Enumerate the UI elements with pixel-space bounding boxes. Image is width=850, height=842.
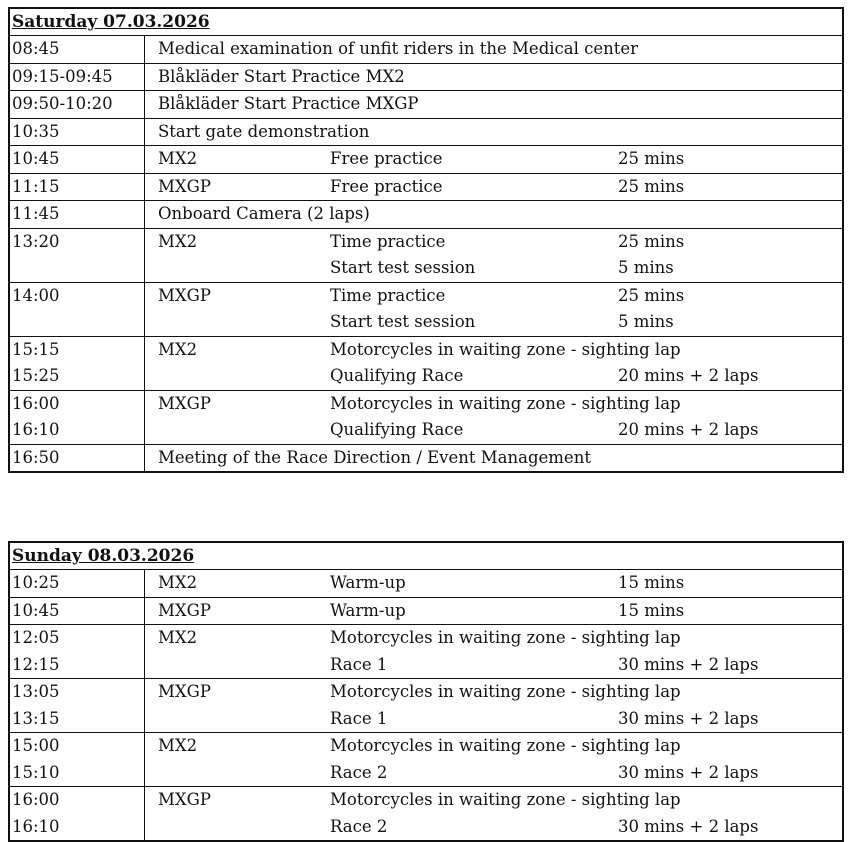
time-cell: 15:10 [10,760,145,787]
time-cell: 10:45 [10,598,145,625]
event-label-cell: Onboard Camera (2 laps) [158,204,370,223]
session-cell: Motorcycles in waiting zone - sighting lap [330,393,681,413]
duration-cell: 30 mins + 2 laps [618,654,759,674]
time-cell: 13:05 [10,679,145,706]
schedule-line [10,146,842,173]
schedule-line [10,309,842,336]
time-cell: 13:15 [10,706,145,733]
duration-cell: 25 mins [618,176,685,196]
time-cell: 10:35 [10,119,145,146]
schedule-entry [10,201,842,229]
schedule-line [10,174,842,201]
event-label-cell: Meeting of the Race Direction / Event Management [158,447,591,467]
class-cell: MX2 [158,231,198,251]
schedule-line [10,201,842,228]
time-cell: 15:25 [10,363,145,390]
duration-cell: 30 mins + 2 laps [618,708,759,728]
time-cell: 12:05 [10,625,145,652]
duration-cell: 25 mins [618,231,685,251]
session-cell: Motorcycles in waiting zone - sighting lap [330,790,681,809]
session-cell: Start test session [330,258,476,277]
schedule-line [10,363,842,390]
schedule-entry [10,119,842,147]
duration-cell: 25 mins [618,285,685,305]
event-label-cell: Blåkläder Start Practice MXGP [158,94,419,113]
schedule-line [10,625,842,652]
schedule-entry [10,625,842,679]
time-cell: 16:00 [10,391,145,418]
session-cell: Time practice [330,285,446,305]
schedule-line [10,36,842,63]
time-cell: 12:15 [10,652,145,679]
session-cell: Free practice [330,176,443,196]
class-cell: MXGP [158,790,211,809]
schedule-line [10,119,842,146]
class-cell: MXGP [158,393,211,413]
schedule-line [10,229,842,256]
session-cell: Qualifying Race [330,366,464,385]
session-cell: Start test session [330,312,476,331]
session-cell: Race 1 [330,708,388,728]
schedule-line [10,64,842,91]
schedule-entry [10,146,842,174]
schedule-entry [10,787,842,840]
schedule-line [10,255,842,282]
time-cell [10,309,145,336]
schedule-entry [10,679,842,733]
event-label-cell: Blåkläder Start Practice MX2 [158,66,405,86]
time-cell: 11:15 [10,174,145,201]
schedule-entry [10,337,842,391]
schedule-entry [10,174,842,202]
schedule-line [10,91,842,118]
time-cell: 10:25 [10,570,145,597]
schedule-entry [10,570,842,598]
class-cell: MXGP [158,285,211,305]
schedule-line [10,391,842,418]
duration-cell: 15 mins [618,573,685,592]
saturday-schedule-table [8,7,844,473]
schedule-line [10,598,842,625]
schedule-line [10,706,842,733]
schedule-line [10,570,842,597]
schedule-line [10,652,842,679]
schedule-entry [10,598,842,626]
time-cell: 15:15 [10,337,145,364]
schedule-entry [10,445,842,472]
saturday-date-heading: Saturday 07.03.2026 [10,9,842,36]
session-cell: Motorcycles in waiting zone - sighting lap [330,682,681,701]
session-cell: Time practice [330,231,446,251]
time-cell: 10:45 [10,146,145,173]
class-cell: MX2 [158,736,198,755]
duration-cell: 20 mins + 2 laps [618,366,759,385]
schedule-line [10,445,842,472]
time-cell: 16:10 [10,417,145,444]
schedule-line [10,283,842,310]
session-cell: Free practice [330,149,443,168]
session-cell: Warm-up [330,573,406,592]
session-cell: Race 2 [330,816,388,836]
schedule-entry [10,91,842,119]
class-cell: MXGP [158,682,211,701]
schedule-line [10,679,842,706]
sunday-date-heading: Sunday 08.03.2026 [10,543,842,570]
schedule-entry [10,36,842,64]
session-cell: Motorcycles in waiting zone - sighting lap [330,339,681,359]
duration-cell: 5 mins [618,258,674,277]
time-cell: 15:00 [10,733,145,760]
time-cell: 09:50-10:20 [10,91,145,118]
schedule-line [10,814,842,841]
class-cell: MX2 [158,628,198,647]
session-cell: Race 1 [330,654,388,674]
duration-cell: 30 mins + 2 laps [618,762,759,782]
schedule-line [10,337,842,364]
duration-cell: 20 mins + 2 laps [618,420,759,439]
class-cell: MX2 [158,149,198,168]
schedule-line [10,417,842,444]
event-label-cell: Medical examination of unfit riders in the Medical center [158,39,639,58]
duration-cell: 5 mins [618,312,674,331]
class-cell: MXGP [158,176,211,196]
duration-cell: 30 mins + 2 laps [618,816,759,836]
session-cell: Motorcycles in waiting zone - sighting lap [330,736,681,755]
time-cell [10,255,145,282]
time-cell: 16:00 [10,787,145,814]
saturday-rows [10,36,842,471]
schedule-line [10,787,842,814]
schedule-entry [10,64,842,92]
time-cell: 13:20 [10,229,145,256]
schedule-line [10,733,842,760]
class-cell: MX2 [158,573,198,592]
schedule-entry [10,733,842,787]
class-cell: MXGP [158,600,211,620]
duration-cell: 25 mins [618,149,685,168]
time-cell: 08:45 [10,36,145,63]
time-cell: 16:50 [10,445,145,472]
class-cell: MX2 [158,339,198,359]
session-cell: Qualifying Race [330,420,464,439]
sunday-schedule-table [8,541,844,842]
time-cell: 11:45 [10,201,145,228]
sunday-rows [10,570,842,840]
schedule-entry [10,391,842,445]
schedule-entry [10,229,842,283]
time-cell: 16:10 [10,814,145,841]
duration-cell: 15 mins [618,600,685,620]
session-cell: Motorcycles in waiting zone - sighting lap [330,628,681,647]
time-cell: 14:00 [10,283,145,310]
time-cell: 09:15-09:45 [10,64,145,91]
event-label-cell: Start gate demonstration [158,121,370,141]
session-cell: Warm-up [330,600,406,620]
schedule-entry [10,283,842,337]
schedule-line [10,760,842,787]
session-cell: Race 2 [330,762,388,782]
